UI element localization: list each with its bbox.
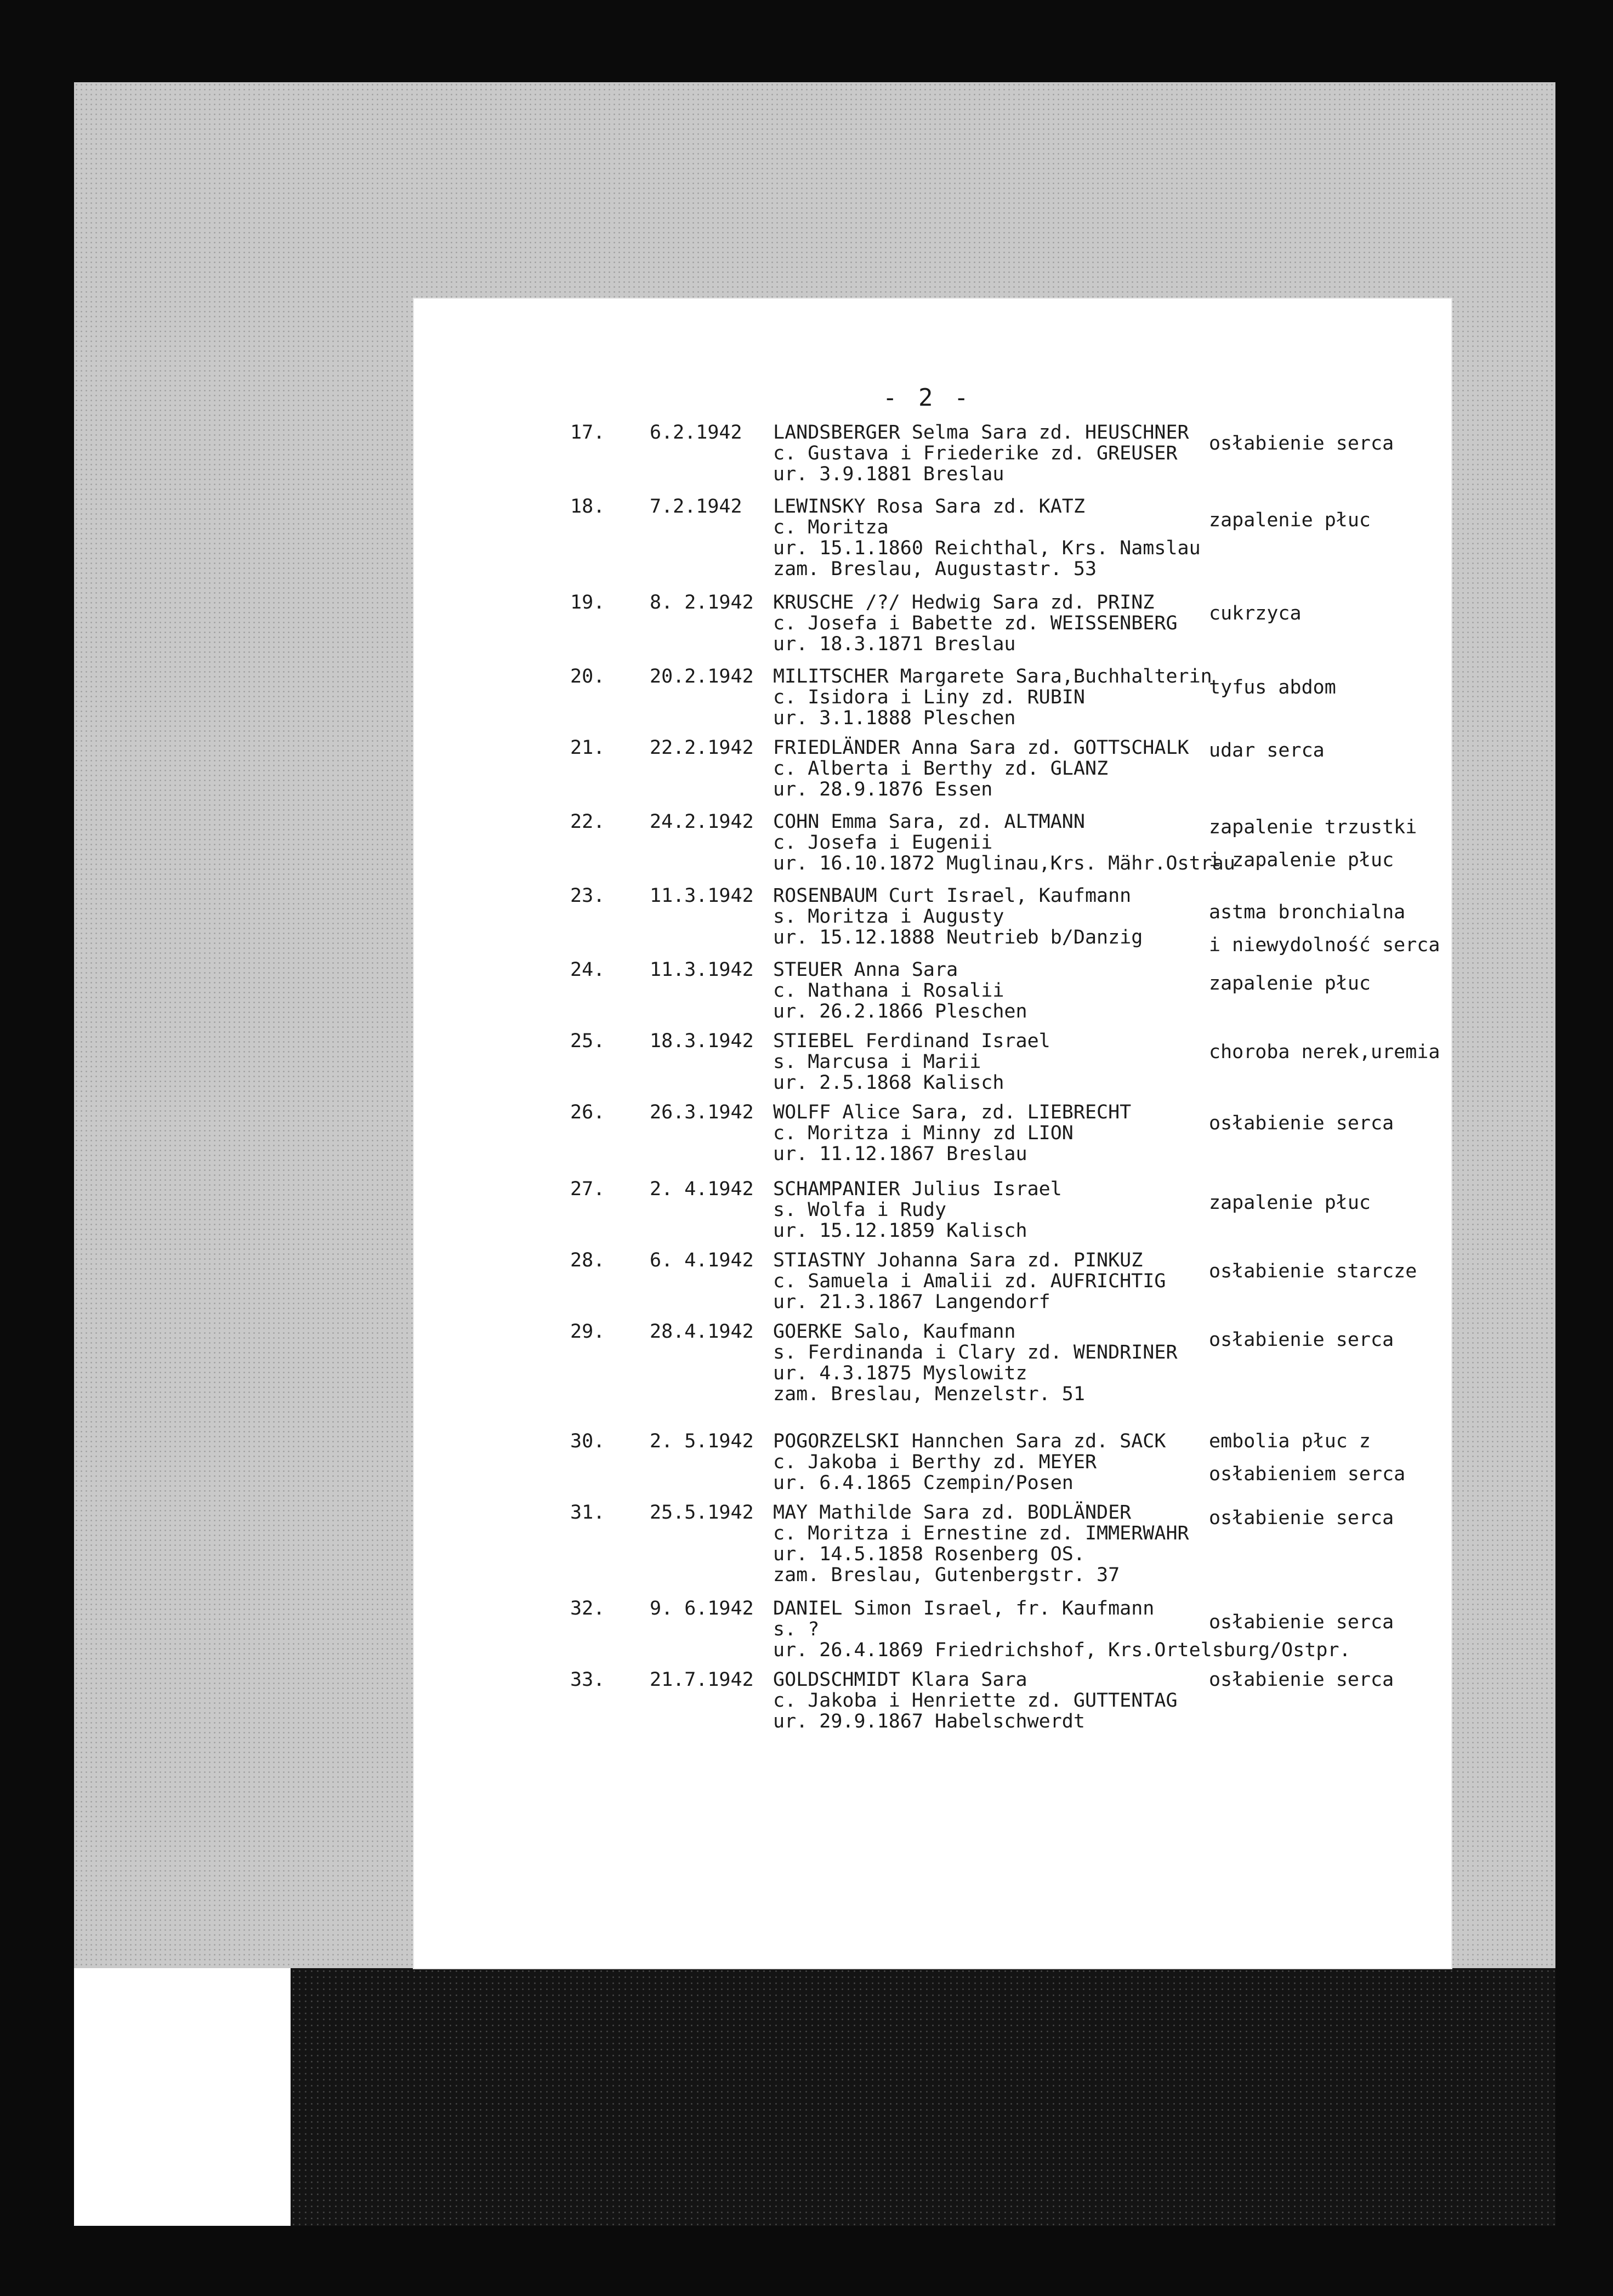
- entry-date: 22.2.1942: [650, 737, 754, 759]
- entry-number: 33.: [570, 1669, 605, 1691]
- entry-date: 28.4.1942: [650, 1321, 754, 1343]
- entry-line: c. Moritza i Ernestine zd. IMMERWAHR: [773, 1522, 1189, 1544]
- entry-line: MAY Mathilde Sara zd. BODLÄNDER: [773, 1502, 1132, 1524]
- cause-of-death: osłabienie serca: [1209, 1611, 1394, 1633]
- entry-date: 6.2.1942: [650, 422, 742, 444]
- entry-line: ur. 6.4.1865 Czempin/Posen: [773, 1472, 1074, 1494]
- entry-line: ur. 16.10.1872 Muglinau,Krs. Mähr.Ostrau: [773, 853, 1235, 874]
- entry-line: FRIEDLÄNDER Anna Sara zd. GOTTSCHALK: [773, 737, 1189, 759]
- entry-date: 24.2.1942: [650, 811, 754, 833]
- entry-line: s. Marcusa i Marii: [773, 1051, 981, 1073]
- cause-of-death: tyfus abdom: [1209, 677, 1336, 698]
- entry-number: 24.: [570, 959, 605, 981]
- cause-of-death: cukrzyca: [1209, 603, 1302, 624]
- entry-line: ur. 14.5.1858 Rosenberg OS.: [773, 1543, 1085, 1565]
- entry-line: WOLFF Alice Sara, zd. LIEBRECHT: [773, 1101, 1132, 1123]
- entry-number: 28.: [570, 1249, 605, 1271]
- entry-line: STEUER Anna Sara: [773, 959, 958, 981]
- entry-line: STIEBEL Ferdinand Israel: [773, 1030, 1050, 1052]
- entry-line: zam. Breslau, Augustastr. 53: [773, 558, 1097, 580]
- entry-number: 23.: [570, 885, 605, 907]
- entry-line: ur. 15.1.1860 Reichthal, Krs. Namslau: [773, 537, 1201, 559]
- entry-line: ur. 21.3.1867 Langendorf: [773, 1291, 1050, 1313]
- entry-line: MILITSCHER Margarete Sara,Buchhalterin: [773, 666, 1212, 687]
- entry-date: 26.3.1942: [650, 1101, 754, 1123]
- entry-date: 7.2.1942: [650, 496, 742, 518]
- entry-line: c. Josefa i Eugenii: [773, 832, 993, 854]
- cause-of-death: osłabienie serca: [1209, 1112, 1394, 1134]
- entry-date: 11.3.1942: [650, 885, 754, 907]
- cause-of-death: osłabienie serca: [1209, 1507, 1394, 1529]
- entry-date: 11.3.1942: [650, 959, 754, 981]
- entry-number: 25.: [570, 1030, 605, 1052]
- entry-line: c. Samuela i Amalii zd. AUFRICHTIG: [773, 1270, 1166, 1292]
- entry-line: ROSENBAUM Curt Israel, Kaufmann: [773, 885, 1132, 907]
- entry-line: ur. 15.12.1859 Kalisch: [773, 1220, 1027, 1242]
- entry-number: 19.: [570, 592, 605, 613]
- entry-line: ur. 15.12.1888 Neutrieb b/Danzig: [773, 927, 1143, 948]
- entry-line: ur. 3.1.1888 Pleschen: [773, 707, 1016, 729]
- page-number: - 2 -: [883, 384, 972, 412]
- entry-number: 27.: [570, 1178, 605, 1200]
- cause-of-death: osłabieniem serca: [1209, 1463, 1406, 1485]
- entry-line: DANIEL Simon Israel, fr. Kaufmann: [773, 1598, 1155, 1619]
- entry-line: GOERKE Salo, Kaufmann: [773, 1321, 1016, 1343]
- entry-line: s. Ferdinanda i Clary zd. WENDRINER: [773, 1342, 1178, 1363]
- entry-line: s. Moritza i Augusty: [773, 906, 1004, 928]
- cause-of-death: i zapalenie płuc: [1209, 849, 1394, 871]
- entry-line: c. Isidora i Liny zd. RUBIN: [773, 686, 1085, 708]
- entry-line: c. Josefa i Babette zd. WEISSENBERG: [773, 612, 1178, 634]
- entry-number: 22.: [570, 811, 605, 833]
- entry-line: LEWINSKY Rosa Sara zd. KATZ: [773, 496, 1085, 518]
- entry-date: 2. 4.1942: [650, 1178, 754, 1200]
- entry-number: 18.: [570, 496, 605, 518]
- entry-line: STIASTNY Johanna Sara zd. PINKUZ: [773, 1249, 1143, 1271]
- entry-line: COHN Emma Sara, zd. ALTMANN: [773, 811, 1085, 833]
- entry-line: zam. Breslau, Menzelstr. 51: [773, 1383, 1085, 1405]
- entry-line: zam. Breslau, Gutenbergstr. 37: [773, 1564, 1120, 1586]
- entry-line: s. Wolfa i Rudy: [773, 1199, 947, 1221]
- entry-line: c. Nathana i Rosalii: [773, 980, 1004, 1002]
- entry-number: 32.: [570, 1598, 605, 1619]
- entry-line: ur. 4.3.1875 Myslowitz: [773, 1362, 1027, 1384]
- entry-line: ur. 3.9.1881 Breslau: [773, 463, 1004, 485]
- entry-number: 29.: [570, 1321, 605, 1343]
- entry-line: c. Moritza: [773, 516, 889, 538]
- cause-of-death: zapalenie płuc: [1209, 1192, 1371, 1214]
- entry-date: 18.3.1942: [650, 1030, 754, 1052]
- entry-number: 26.: [570, 1101, 605, 1123]
- entry-date: 8. 2.1942: [650, 592, 754, 613]
- entry-line: POGORZELSKI Hannchen Sara zd. SACK: [773, 1430, 1166, 1452]
- entry-line: c. Jakoba i Berthy zd. MEYER: [773, 1451, 1097, 1473]
- entry-line: c. Gustava i Friederike zd. GREUSER: [773, 442, 1178, 464]
- entry-line: LANDSBERGER Selma Sara zd. HEUSCHNER: [773, 422, 1189, 444]
- entry-date: 9. 6.1942: [650, 1598, 754, 1619]
- entry-line: ur. 18.3.1871 Breslau: [773, 633, 1016, 655]
- entry-line: ur. 26.4.1869 Friedrichshof, Krs.Ortelsburg/Ostpr.: [773, 1639, 1351, 1661]
- entry-date: 2. 5.1942: [650, 1430, 754, 1452]
- entry-line: ur. 11.12.1867 Breslau: [773, 1143, 1027, 1165]
- entry-number: 31.: [570, 1502, 605, 1524]
- cause-of-death: embolia płuc z: [1209, 1430, 1371, 1452]
- entry-line: SCHAMPANIER Julius Israel: [773, 1178, 1062, 1200]
- cause-of-death: i niewydolność serca: [1209, 934, 1440, 956]
- entry-number: 21.: [570, 737, 605, 759]
- entry-line: ur. 2.5.1868 Kalisch: [773, 1072, 1004, 1094]
- entry-date: 6. 4.1942: [650, 1249, 754, 1271]
- cause-of-death: osłabienie serca: [1209, 1329, 1394, 1351]
- entry-line: c. Alberta i Berthy zd. GLANZ: [773, 758, 1109, 780]
- cause-of-death: osłabienie serca: [1209, 433, 1394, 454]
- cause-of-death: zapalenie trzustki: [1209, 816, 1417, 838]
- entry-line: s. ?: [773, 1618, 820, 1640]
- entry-line: ur. 29.9.1867 Habelschwerdt: [773, 1710, 1085, 1732]
- entry-number: 17.: [570, 422, 605, 444]
- entry-date: 25.5.1942: [650, 1502, 754, 1524]
- entry-date: 21.7.1942: [650, 1669, 754, 1691]
- cause-of-death: osłabienie starcze: [1209, 1260, 1417, 1282]
- entry-line: ur. 26.2.1866 Pleschen: [773, 1001, 1027, 1022]
- entry-line: c. Moritza i Minny zd LION: [773, 1122, 1074, 1144]
- cause-of-death: osłabienie serca: [1209, 1669, 1394, 1691]
- entry-date: 20.2.1942: [650, 666, 754, 687]
- cause-of-death: zapalenie płuc: [1209, 509, 1371, 531]
- cause-of-death: zapalenie płuc: [1209, 973, 1371, 994]
- cause-of-death: choroba nerek,uremia: [1209, 1041, 1440, 1063]
- entry-line: GOLDSCHMIDT Klara Sara: [773, 1669, 1027, 1691]
- entry-number: 20.: [570, 666, 605, 687]
- cause-of-death: udar serca: [1209, 740, 1325, 761]
- cause-of-death: astma bronchialna: [1209, 901, 1406, 923]
- entry-line: KRUSCHE /?/ Hedwig Sara zd. PRINZ: [773, 592, 1155, 613]
- entry-line: ur. 28.9.1876 Essen: [773, 778, 993, 800]
- entry-number: 30.: [570, 1430, 605, 1452]
- entry-line: c. Jakoba i Henriette zd. GUTTENTAG: [773, 1690, 1178, 1712]
